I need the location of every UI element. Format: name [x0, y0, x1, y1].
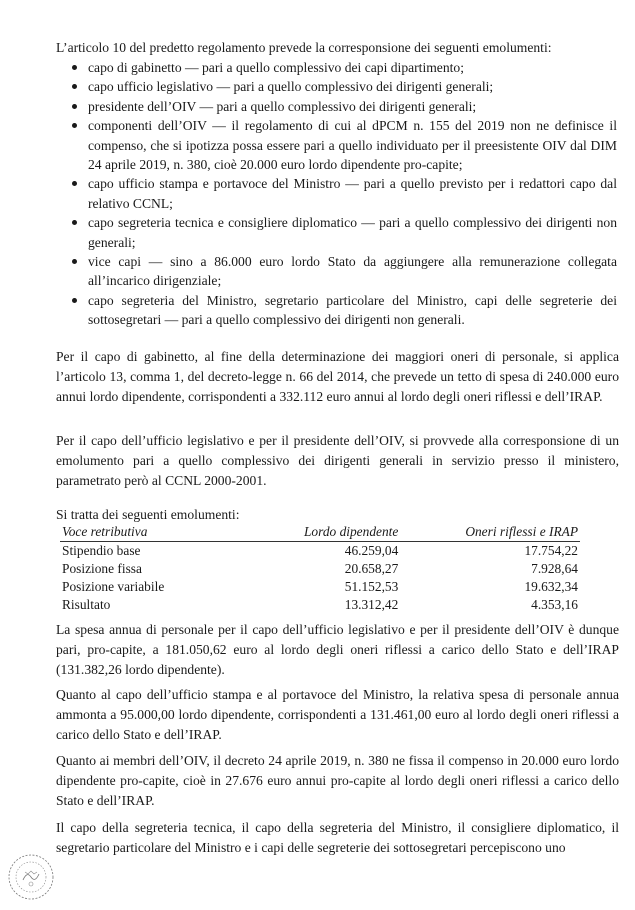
table-cell: 4.353,16 [531, 597, 578, 612]
table-intro: Si tratta dei seguenti emolumenti: [56, 507, 240, 522]
intro-paragraph: L’articolo 10 del predetto regolamento prevede la corresponsione dei seguenti emolumenti: [56, 40, 552, 55]
table-cell: Posizione variabile [62, 579, 165, 594]
column-header: Lordo dipendente [269, 523, 401, 542]
table-row [60, 596, 580, 614]
table-row [60, 578, 580, 596]
emolument-table [60, 523, 580, 614]
list-item: capo segreteria tecnica e consigliere diplomatico — pari a quello complessivo dei dirigenti non generali; [72, 213, 617, 252]
list-item: capo ufficio legislativo — pari a quello complessivo dei dirigenti generali; [72, 77, 617, 96]
paragraph-spesa-annua: La spesa annua di personale per il capo dell’ufficio legislativo e per il presidente dell’OIV è dunque pari, pro-capite, a 181.050,62 euro al lordo degli oneri riflessi a carico dello Stato e dell’IRAP (131.382,26 lordo dipendente). [56, 622, 619, 678]
table-cell: 46.259,04 [344, 543, 399, 558]
paragraph-capo-gabinetto: Per il capo di gabinetto, al fine della determinazione dei maggiori oneri di personale, si applica l’articolo 13, comma 1, del decreto-legge n. 66 del 2014, che prevede un tetto di spesa di 240.000 euro annui lordo dipendente, corrispondenti a 332.112 euro annui al lordo degli oneri riflessi e dell’IRAP. [56, 349, 619, 405]
column-header: Oneri riflessi e IRAP [400, 523, 580, 542]
table-cell: 20.658,27 [344, 561, 399, 576]
table-row [60, 560, 580, 578]
list-item: capo di gabinetto — pari a quello complessivo dei capi dipartimento; [72, 58, 617, 77]
table-cell: Posizione fissa [62, 561, 142, 576]
official-stamp-icon [6, 852, 56, 902]
paragraph-ufficio-legislativo: Per il capo dell’ufficio legislativo e per il presidente dell’OIV, si provvede alla corresponsione di un emolumento pari a quello complessivo dei dirigenti generali in servizio presso il ministero, parametrato però al CCNL 2000-2001. [56, 433, 619, 489]
table-cell: 51.152,53 [344, 579, 399, 594]
table-cell: 13.312,42 [344, 597, 399, 612]
paragraph-membri-oiv: Quanto ai membri dell’OIV, il decreto 24 aprile 2019, n. 380 ne fissa il compenso in 20.000 euro lordo dipendente pro-capite, cioè in 27.676 euro annui pro-capite al lordo degli oneri riflessi a carico dello Stato e dell’IRAP. [56, 753, 619, 809]
emolument-list [72, 58, 617, 330]
list-item: vice capi — sino a 86.000 euro lordo Stato da aggiungere alla remunerazione collegata all’incarico dirigenziale; [72, 252, 617, 291]
list-item: capo segreteria del Ministro, segretario particolare del Ministro, capi delle segreterie dei sottosegretari — pari a quello complessivo dei dirigenti non generali. [72, 291, 617, 330]
paragraph-segreteria: Il capo della segreteria tecnica, il capo della segreteria del Ministro, il consigliere diplomatico, il segretario particolare del Ministro e i capi delle segreterie dei sottosegretari percepiscono uno [56, 820, 619, 856]
table-cell: 7.928,64 [531, 561, 578, 576]
table-cell: 17.754,22 [524, 543, 578, 558]
list-item: componenti dell’OIV — il regolamento di cui al dPCM n. 155 del 2019 non ne definisce il compenso, che si ipotizza possa essere pari a quello individuato per il preesistente OIV dal DIM 24 aprile 2019, n. 380, cioè 20.000 euro lordo dipendente pro-capite; [72, 116, 617, 174]
list-item: presidente dell’OIV — pari a quello complessivo dei dirigenti generali; [72, 97, 617, 116]
column-header: Voce retributiva [60, 523, 269, 542]
list-item: capo ufficio stampa e portavoce del Ministro — pari a quello previsto per i redattori capo dal relativo CCNL; [72, 174, 617, 213]
table-cell: Stipendio base [62, 543, 141, 558]
paragraph-ufficio-stampa: Quanto al capo dell’ufficio stampa e al portavoce del Ministro, la relativa spesa di personale annua ammonta a 95.000,00 lordo dipendente, corrispondenti a 131.461,00 euro al lordo degli oneri riflessi a carico dello Stato e dell’IRAP. [56, 687, 619, 743]
table-cell: Risultato [62, 597, 111, 612]
table-header-row [60, 523, 580, 542]
table-row [60, 542, 580, 561]
table-cell: 19.632,34 [524, 579, 578, 594]
